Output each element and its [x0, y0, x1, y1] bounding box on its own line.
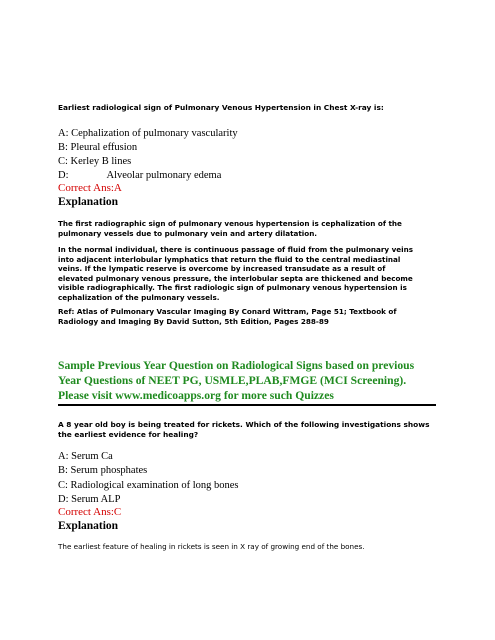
question-1-explanation-paragraph-1: The first radiographic sign of pulmonary venous hypertension is cephalization of the pulmonary vessels due to pulmonary vein and artery dilatation. [58, 219, 402, 238]
question-1-option-c [58, 155, 131, 168]
option-text: Cephalization of pulmonary vascularity [71, 128, 238, 139]
option-label: B: [58, 142, 68, 153]
question-2-explanation-paragraph-1: The earliest feature of healing in rickets is seen in X ray of growing end of the bones. [58, 542, 365, 551]
option-label: A: [58, 128, 69, 139]
question-1-option-b [58, 141, 137, 154]
question-1-text: Earliest radiological sign of Pulmonary Venous Hypertension in Chest X-ray is: [58, 103, 384, 112]
question-2-text: A 8 year old boy is being treated for rickets. Which of the following investigations shows the earliest evidence for healing? [58, 420, 430, 439]
option-text: Pleural effusion [70, 142, 138, 153]
option-label: B: [58, 465, 68, 476]
question-1-reference: Ref: Atlas of Pulmonary Vascular Imaging By Conard Wittram, Page 51; Textbook of Radiology and Imaging By David Sutton, 5th Edition, Pages 288-89 [58, 307, 397, 326]
question-2-correct-answer: Correct Ans:C [58, 506, 122, 518]
option-text: Kerley B lines [70, 156, 132, 167]
question-1-option-d [58, 169, 221, 182]
promo-text: Sample Previous Year Question on Radiological Signs based on previous Year Questions of NEET PG, USMLE,PLAB,FMGE (MCI Screening). Please visit www.medicoapps.org for more such Quizzes [58, 359, 415, 402]
question-1-option-a [58, 127, 238, 140]
question-2-option-a [58, 450, 113, 463]
question-1-correct-answer: Correct Ans:A [58, 182, 122, 194]
option-label: C: [58, 156, 68, 167]
question-2-option-b [58, 464, 147, 477]
question-2-option-d [58, 493, 120, 506]
option-text: Alveolar pulmonary edema [106, 170, 222, 181]
option-label: D: [58, 170, 69, 181]
option-text: Serum Ca [71, 451, 113, 462]
option-label: A: [58, 451, 69, 462]
option-text: Serum phosphates [70, 465, 148, 476]
option-label: D: [58, 494, 69, 505]
option-text: Radiological examination of long bones [70, 480, 239, 491]
question-1-explanation-paragraph-2: In the normal individual, there is continuous passage of fluid from the pulmonary veins into adjacent interlobular lymphatics that return the fluid to the central mediastinal veins. If the lympatic reserve is overcome by increased transudate as a result of elevated pulmonary venous pressure, the interlobular septa are thickened and become visible radiographically. The first radiologic sign of pulmonary venous hypertension is cephalization of the pulmonary vessels. [58, 245, 413, 302]
option-text: Serum ALP [71, 494, 121, 505]
option-label: C: [58, 480, 68, 491]
divider-rule [58, 404, 436, 406]
question-1-explanation-heading: Explanation [58, 196, 119, 208]
question-2-option-c [58, 479, 239, 492]
question-2-explanation-heading: Explanation [58, 520, 119, 532]
